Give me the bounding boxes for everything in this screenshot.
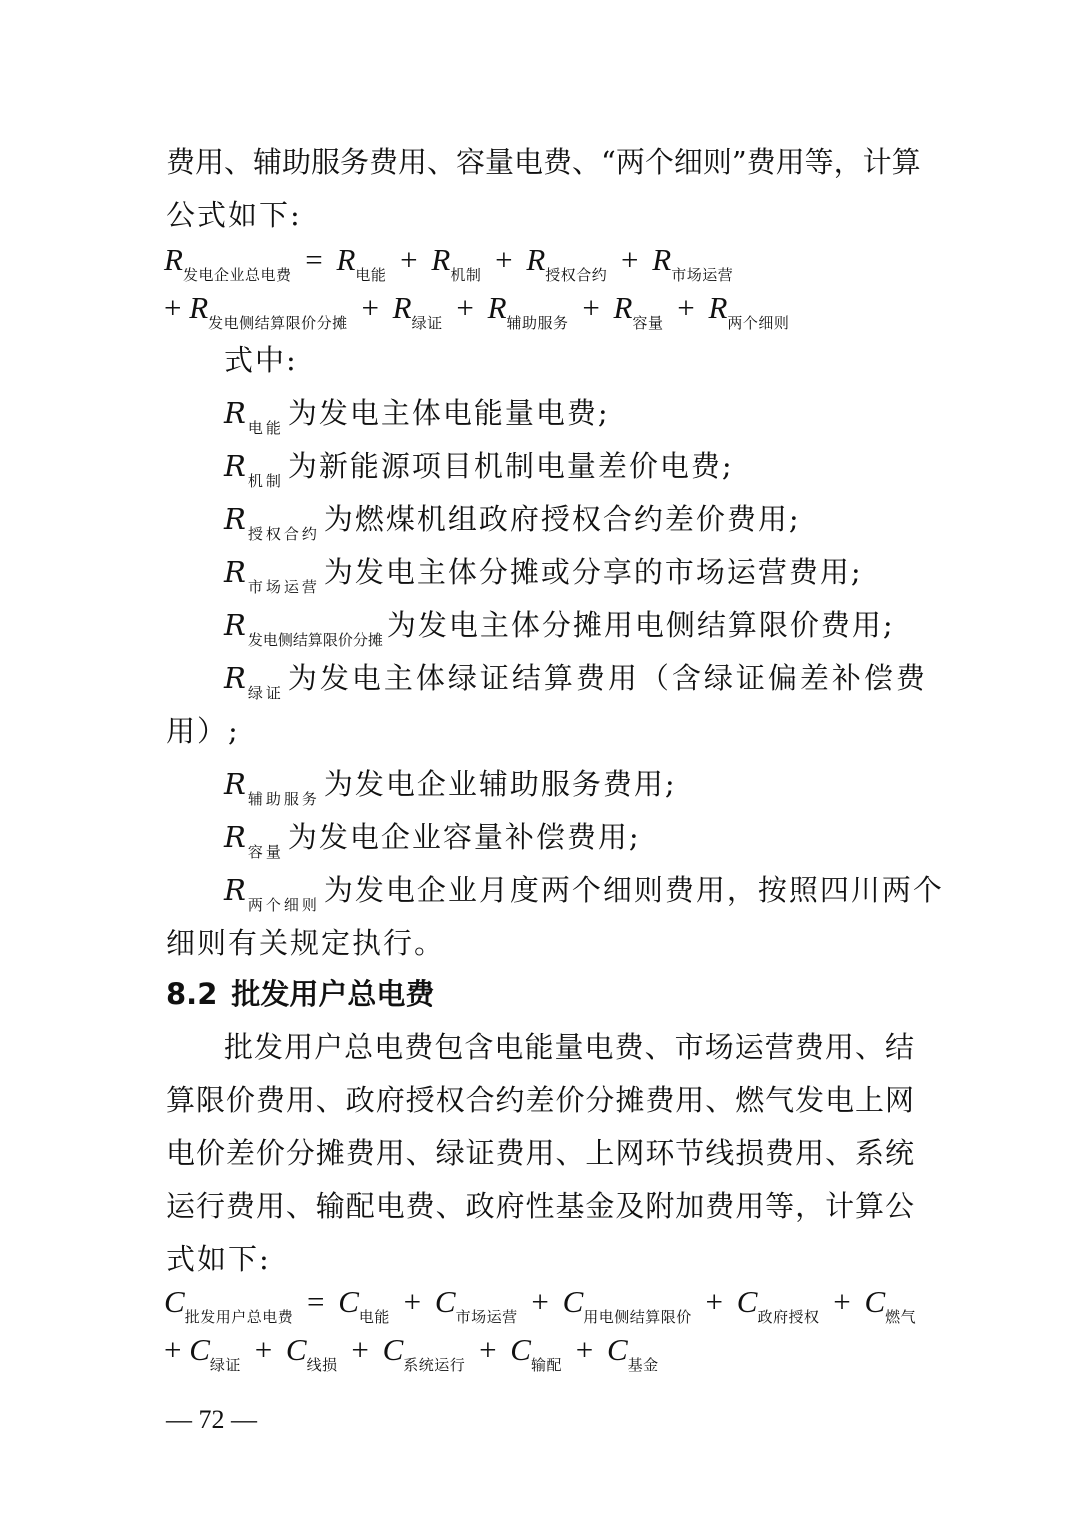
formula-total-generation-fee	[164, 238, 733, 282]
formula-subscript: 绿证	[411, 314, 443, 332]
formula-var: R	[652, 242, 672, 277]
formula-var: C	[736, 1284, 758, 1319]
plus-sign: +	[164, 290, 182, 325]
plus-sign: +	[254, 1332, 273, 1367]
formula-var: R	[336, 242, 356, 277]
formula-var: C	[164, 1284, 185, 1319]
formula-subscript: 授权合约	[247, 525, 320, 543]
formula-var: R	[431, 242, 451, 277]
formula-subscript: 机制	[450, 266, 482, 284]
formula-var: C	[434, 1284, 456, 1319]
formula-subscript: 电能	[358, 1308, 390, 1326]
definition-item	[224, 552, 914, 596]
equals-sign: =	[305, 242, 323, 277]
plus-sign: +	[351, 1332, 369, 1367]
formula-subscript: 授权合约	[545, 266, 608, 284]
formula-subscript: 政府授权	[757, 1308, 820, 1326]
formula-subscript: 机制	[247, 472, 284, 490]
formula-var: R	[224, 608, 248, 642]
formula-subscript: 辅助服务	[247, 790, 320, 808]
definition-continuation: 用）;	[166, 714, 240, 748]
paragraph-line: 费用、辅助服务费用、容量电费、“两个细则”费用等，计算	[166, 145, 921, 179]
section-number: 8.2	[166, 977, 218, 1011]
formula-var: R	[487, 290, 507, 325]
formula-var: R	[189, 290, 209, 325]
definition-text: 为发电主体分摊或分享的市场运营费用;	[323, 555, 863, 589]
definition-continuation: 细则有关规定执行。	[166, 926, 446, 960]
formula-subscript: 容量	[247, 843, 284, 861]
formula-var: R	[613, 290, 633, 325]
paragraph-line: 公式如下:	[166, 198, 302, 232]
definition-text: 为发电企业月度两个细则费用，按照四川两个	[323, 873, 944, 907]
paragraph-line: 运行费用、输配电费、政府性基金及附加费用等，计算公	[166, 1189, 914, 1223]
plus-sign: +	[705, 1284, 723, 1319]
formula-var: R	[224, 502, 248, 536]
definition-item	[224, 605, 914, 649]
section-title: 批发用户总电费	[231, 977, 435, 1011]
formula-var: R	[164, 242, 183, 277]
formula-var: R	[224, 555, 248, 589]
plus-sign: +	[531, 1284, 549, 1319]
plus-sign: +	[582, 290, 600, 325]
formula-var: C	[338, 1284, 359, 1319]
formula-subscript: 市场运营	[247, 578, 320, 596]
formula-subscript: 燃气	[885, 1308, 917, 1326]
formula-subscript: 发电企业总电费	[182, 266, 292, 284]
formula-subscript: 线损	[306, 1356, 338, 1374]
definition-text: 为发电主体分摊用电侧结算限价费用;	[386, 608, 895, 642]
formula-subscript: 发电侧结算限价分摊	[247, 631, 383, 649]
formula-subscript: 辅助服务	[506, 314, 569, 332]
paragraph-line: 算限价费用、政府授权合约差价分摊费用、燃气发电上网	[166, 1083, 914, 1117]
definition-item	[224, 393, 914, 437]
definition-item	[224, 658, 928, 702]
formula-var: C	[382, 1332, 404, 1367]
formula-subscript: 电能	[247, 419, 284, 437]
plus-sign: +	[621, 242, 639, 277]
formula-var: R	[526, 242, 546, 277]
definition-item	[224, 764, 914, 808]
formula-subscript: 电能	[355, 266, 387, 284]
definition-item	[224, 446, 914, 490]
definition-item	[224, 817, 914, 861]
plus-sign: +	[164, 1332, 182, 1367]
definition-text: 为燃煤机组政府授权合约差价费用;	[323, 502, 801, 536]
plus-sign: +	[479, 1332, 497, 1367]
formula-total-wholesale-fee-cont	[164, 1328, 659, 1372]
definition-item	[224, 499, 914, 543]
paragraph-line: 批发用户总电费包含电能量电费、市场运营费用、结	[224, 1030, 914, 1064]
formula-var: C	[189, 1332, 210, 1367]
plus-sign: +	[495, 242, 513, 277]
paragraph-line: 电价差价分摊费用、绿证费用、上网环节线损费用、系统	[166, 1136, 914, 1170]
formula-subscript: 绿证	[209, 1356, 241, 1374]
plus-sign: +	[361, 290, 379, 325]
plus-sign: +	[456, 290, 474, 325]
definition-text: 为发电主体绿证结算费用（含绿证偏差补偿费	[287, 661, 928, 695]
section-heading	[166, 974, 434, 1014]
formula-var: C	[285, 1332, 307, 1367]
formula-var: R	[708, 290, 728, 325]
formula-total-generation-fee-cont	[164, 286, 789, 330]
plus-sign: +	[403, 1284, 422, 1319]
plus-sign: +	[400, 242, 418, 277]
formula-var: R	[224, 396, 248, 430]
formula-var: C	[510, 1332, 531, 1367]
formula-var: C	[606, 1332, 628, 1367]
formula-subscript: 市场运营	[671, 266, 734, 284]
formula-total-wholesale-fee	[164, 1280, 916, 1324]
formula-var: C	[562, 1284, 584, 1319]
formula-subscript: 系统运行	[403, 1356, 466, 1374]
formula-var: C	[864, 1284, 886, 1319]
definition-text: 为新能源项目机制电量差价电费;	[287, 449, 734, 483]
formula-subscript: 绿证	[247, 684, 284, 702]
definition-text: 为发电主体电能量电费;	[287, 396, 610, 430]
equals-sign: =	[306, 1284, 325, 1319]
formula-subscript: 输配	[530, 1356, 562, 1374]
formula-subscript: 容量	[632, 314, 664, 332]
formula-var: R	[224, 767, 248, 801]
formula-var: R	[224, 820, 248, 854]
formula-subscript: 发电侧结算限价分摊	[208, 314, 348, 332]
where-label: 式中:	[224, 343, 298, 377]
formula-subscript: 批发用户总电费	[184, 1308, 294, 1326]
definition-text: 为发电企业辅助服务费用;	[323, 767, 677, 801]
formula-subscript: 两个细则	[727, 314, 790, 332]
formula-var: R	[224, 449, 248, 483]
plus-sign: +	[677, 290, 695, 325]
formula-var: R	[224, 873, 248, 907]
definition-item	[224, 870, 944, 914]
definition-text: 为发电企业容量补偿费用;	[287, 820, 641, 854]
formula-subscript: 用电侧结算限价	[583, 1308, 692, 1326]
plus-sign: +	[575, 1332, 594, 1367]
page-number: — 72 —	[166, 1405, 257, 1434]
formula-subscript: 基金	[627, 1356, 659, 1374]
plus-sign: +	[833, 1284, 851, 1319]
paragraph-line: 式如下:	[166, 1242, 271, 1276]
formula-var: R	[392, 290, 412, 325]
formula-subscript: 市场运营	[455, 1308, 518, 1326]
formula-var: R	[224, 661, 248, 695]
formula-subscript: 两个细则	[247, 896, 320, 914]
